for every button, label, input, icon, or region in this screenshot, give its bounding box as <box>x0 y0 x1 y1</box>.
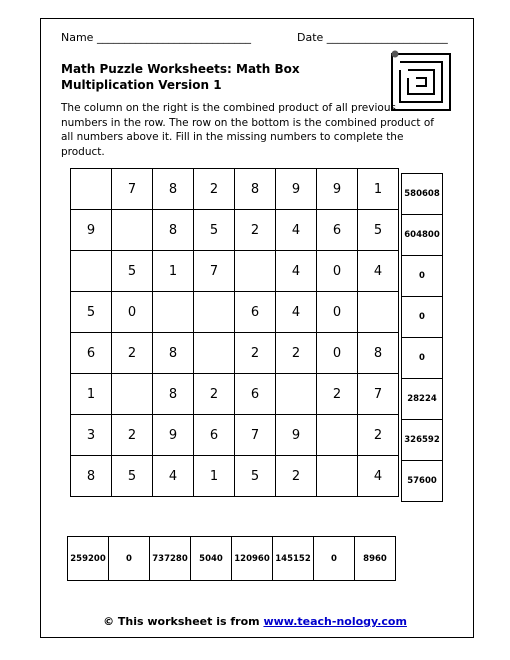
grid-cell: 4 <box>153 456 194 497</box>
footer <box>0 615 510 628</box>
row-product-cell: 580608 <box>402 174 443 215</box>
grid-cell: 2 <box>112 415 153 456</box>
grid-row <box>71 456 399 497</box>
grid-cell: 9 <box>276 169 317 210</box>
grid-cell: 8 <box>153 333 194 374</box>
title-line-1: Math Puzzle Worksheets: Math Box <box>61 62 300 76</box>
date-field[interactable]: Date ______________________ <box>297 31 448 44</box>
grid-cell-blank[interactable] <box>235 251 276 292</box>
grid-cell: 2 <box>276 456 317 497</box>
grid-cell: 9 <box>71 210 112 251</box>
grid-cell: 4 <box>276 292 317 333</box>
row-product-cell: 57600 <box>402 461 443 502</box>
grid-cell-blank[interactable] <box>112 210 153 251</box>
column-product-cell: 5040 <box>191 537 232 581</box>
grid-cell-blank[interactable] <box>194 333 235 374</box>
grid-cell: 8 <box>71 456 112 497</box>
grid-cell: 0 <box>317 251 358 292</box>
grid-cell-blank[interactable] <box>112 374 153 415</box>
grid-cell: 4 <box>276 210 317 251</box>
column-product-cell: 737280 <box>150 537 191 581</box>
grid-cell: 6 <box>71 333 112 374</box>
grid-row <box>71 374 399 415</box>
grid-row <box>71 210 399 251</box>
grid-cell: 1 <box>358 169 399 210</box>
grid-cell: 5 <box>194 210 235 251</box>
grid-cell: 2 <box>194 169 235 210</box>
grid-cell: 9 <box>276 415 317 456</box>
grid-cell: 6 <box>194 415 235 456</box>
grid-cell: 8 <box>153 210 194 251</box>
grid-cell: 1 <box>71 374 112 415</box>
grid-cell: 9 <box>153 415 194 456</box>
grid-cell: 0 <box>317 292 358 333</box>
row-product-cell: 0 <box>402 256 443 297</box>
grid-cell: 7 <box>194 251 235 292</box>
grid-cell: 8 <box>358 333 399 374</box>
grid-cell: 8 <box>153 169 194 210</box>
column-product-cell: 259200 <box>68 537 109 581</box>
grid-cell: 2 <box>276 333 317 374</box>
instructions: The column on the right is the combined product of all previous numbers in the row. The row on the bottom is the combined product of all numbers above it. Fill in the missing numbers to complete the product. <box>61 102 434 158</box>
grid-cell: 8 <box>153 374 194 415</box>
grid-cell: 5 <box>112 456 153 497</box>
grid-cell: 2 <box>194 374 235 415</box>
grid-cell: 4 <box>358 251 399 292</box>
grid-cell: 2 <box>112 333 153 374</box>
math-box-grid <box>70 168 399 497</box>
grid-cell: 0 <box>317 333 358 374</box>
column-product-cell: 0 <box>109 537 150 581</box>
grid-cell: 2 <box>235 210 276 251</box>
grid-cell: 2 <box>317 374 358 415</box>
grid-cell: 7 <box>112 169 153 210</box>
column-products-row <box>67 536 396 581</box>
grid-cell-blank[interactable] <box>71 169 112 210</box>
page-title <box>61 61 381 93</box>
grid-cell-blank[interactable] <box>194 292 235 333</box>
grid-cell-blank[interactable] <box>153 292 194 333</box>
grid-cell-blank[interactable] <box>317 415 358 456</box>
grid-cell: 9 <box>317 169 358 210</box>
name-field[interactable]: Name ____________________________ <box>61 31 251 44</box>
column-product-cell: 8960 <box>355 537 396 581</box>
grid-cell: 1 <box>194 456 235 497</box>
title-line-2: Multiplication Version 1 <box>61 78 222 92</box>
column-product-cell: 120960 <box>232 537 273 581</box>
grid-cell: 3 <box>71 415 112 456</box>
row-product-cell: 28224 <box>402 379 443 420</box>
grid-cell: 5 <box>112 251 153 292</box>
footer-link[interactable]: www.teach-nology.com <box>263 615 407 628</box>
grid-cell: 7 <box>358 374 399 415</box>
grid-cell: 2 <box>358 415 399 456</box>
column-product-cell: 145152 <box>273 537 314 581</box>
row-product-cell: 326592 <box>402 420 443 461</box>
grid-row <box>71 415 399 456</box>
grid-row <box>71 169 399 210</box>
grid-cell: 0 <box>112 292 153 333</box>
grid-cell: 8 <box>235 169 276 210</box>
grid-cell: 5 <box>235 456 276 497</box>
grid-cell: 4 <box>276 251 317 292</box>
row-product-cell: 0 <box>402 297 443 338</box>
grid-cell: 6 <box>235 292 276 333</box>
column-product-cell: 0 <box>314 537 355 581</box>
grid-cell-blank[interactable] <box>71 251 112 292</box>
grid-row <box>71 292 399 333</box>
grid-cell: 5 <box>358 210 399 251</box>
grid-cell: 6 <box>235 374 276 415</box>
grid-cell: 7 <box>235 415 276 456</box>
grid-cell: 4 <box>358 456 399 497</box>
row-product-cell: 604800 <box>402 215 443 256</box>
grid-cell: 1 <box>153 251 194 292</box>
grid-row <box>71 333 399 374</box>
grid-cell-blank[interactable] <box>276 374 317 415</box>
grid-cell: 6 <box>317 210 358 251</box>
grid-cell-blank[interactable] <box>317 456 358 497</box>
grid-cell: 5 <box>71 292 112 333</box>
row-product-cell: 0 <box>402 338 443 379</box>
footer-text: © This worksheet is from <box>103 615 264 628</box>
row-products-column <box>401 173 443 502</box>
grid-row <box>71 251 399 292</box>
grid-cell-blank[interactable] <box>358 292 399 333</box>
grid-cell: 2 <box>235 333 276 374</box>
